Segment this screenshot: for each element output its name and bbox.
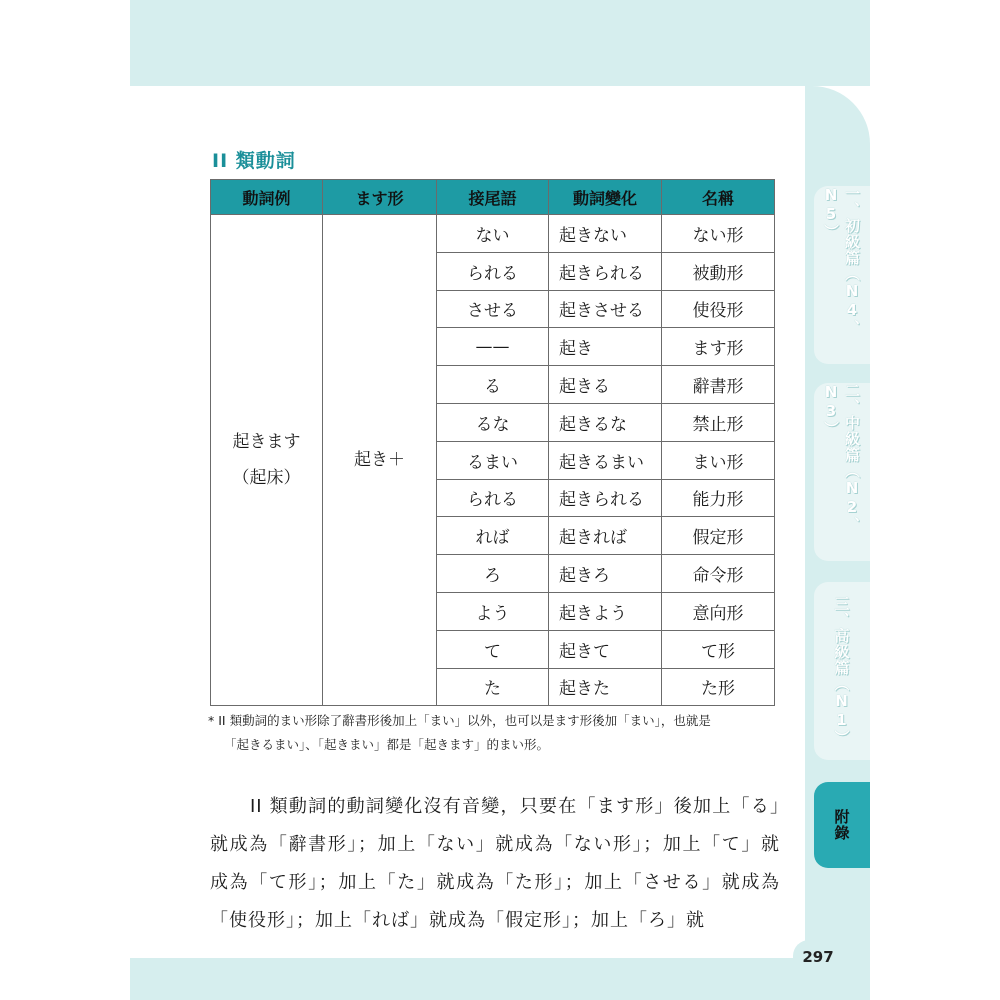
form-name-cell: 假定形 [662,517,775,555]
conjugation-cell: 起きられる [549,479,662,517]
top-band [130,0,870,86]
footnote-line-1: * II 類動詞的まい形除了辭書形後加上「まい」以外，也可以是ます形後加「まい」，也就是 [208,713,711,728]
form-name-cell: 被動形 [662,252,775,290]
masu-stem: 起き＋ [354,450,405,471]
suffix-cell: れば [437,517,549,555]
conjugation-cell: 起きるまい [549,441,662,479]
conjugation-cell: 起きるな [549,403,662,441]
suffix-cell: ろ [437,555,549,593]
form-name-cell: 命令形 [662,555,775,593]
suffix-cell: られる [437,479,549,517]
table-header-row [211,180,775,215]
verb-conjugation-table [210,179,775,706]
conjugation-cell: 起きない [549,215,662,253]
suffix-cell: させる [437,290,549,328]
suffix-cell: て [437,630,549,668]
form-name-cell: まい形 [662,441,775,479]
verb-example-cell [211,215,323,706]
suffix-cell: るまい [437,441,549,479]
suffix-cell: られる [437,252,549,290]
tab-advanced[interactable]: 三、高級篇（N1） [814,582,870,760]
conjugation-cell: 起きれば [549,517,662,555]
header-conjugation: 動詞變化 [549,180,662,215]
suffix-cell: るな [437,403,549,441]
conjugation-cell: 起きる [549,366,662,404]
conjugation-cell: 起きられる [549,252,662,290]
suffix-cell: た [437,668,549,706]
conjugation-cell: 起きろ [549,555,662,593]
conjugation-cell: 起きた [549,668,662,706]
form-name-cell: 能力形 [662,479,775,517]
suffix-cell: る [437,366,549,404]
header-suffix: 接尾語 [437,180,549,215]
section-title: II 類動詞 [212,150,296,172]
suffix-cell: よう [437,592,549,630]
form-name-cell: 禁止形 [662,403,775,441]
form-name-cell: 意向形 [662,592,775,630]
form-name-cell: ます形 [662,328,775,366]
conjugation-cell: 起きて [549,630,662,668]
masu-stem-cell [323,215,437,706]
body-paragraph [210,788,780,940]
form-name-cell: 使役形 [662,290,775,328]
header-verb-example: 動詞例 [211,180,323,215]
body-paragraph-text: II 類動詞的動詞變化沒有音變，只要在「ます形」後加上「る」就成為「辭書形」；加上「ない」就成為「ない形」；加上「て」就成為「て形」；加上「た」就成為「た形」；加上「させる」就成為「使役形」；加上「れば」就成為「假定形」；加上「ろ」就 [210,796,780,931]
conjugation-cell: 起き [549,328,662,366]
suffix-cell: ない [437,215,549,253]
form-name-cell: て形 [662,630,775,668]
verb-example: 起きます [232,432,301,453]
bottom-band [130,958,870,1000]
form-name-cell: 辭書形 [662,366,775,404]
header-masu-form: ます形 [323,180,437,215]
header-form-name: 名稱 [662,180,775,215]
page-number: 297 [793,940,843,974]
form-name-cell: ない形 [662,215,775,253]
conjugation-cell: 起きさせる [549,290,662,328]
footnote [208,709,808,757]
form-name-cell: た形 [662,668,775,706]
conjugation-cell: 起きよう [549,592,662,630]
table-row [211,215,775,253]
footnote-line-2: 「起きるまい」、「起きまい」都是「起きます」的まい形。 [224,737,550,752]
tab-beginner[interactable]: 一、初級篇（N4、N5） [814,186,870,364]
tab-intermediate[interactable]: 二、中級篇（N2、N3） [814,383,870,561]
tab-appendix[interactable]: 附錄 [814,782,870,868]
verb-meaning: （起床） [232,468,301,489]
suffix-cell: —— [437,328,549,366]
